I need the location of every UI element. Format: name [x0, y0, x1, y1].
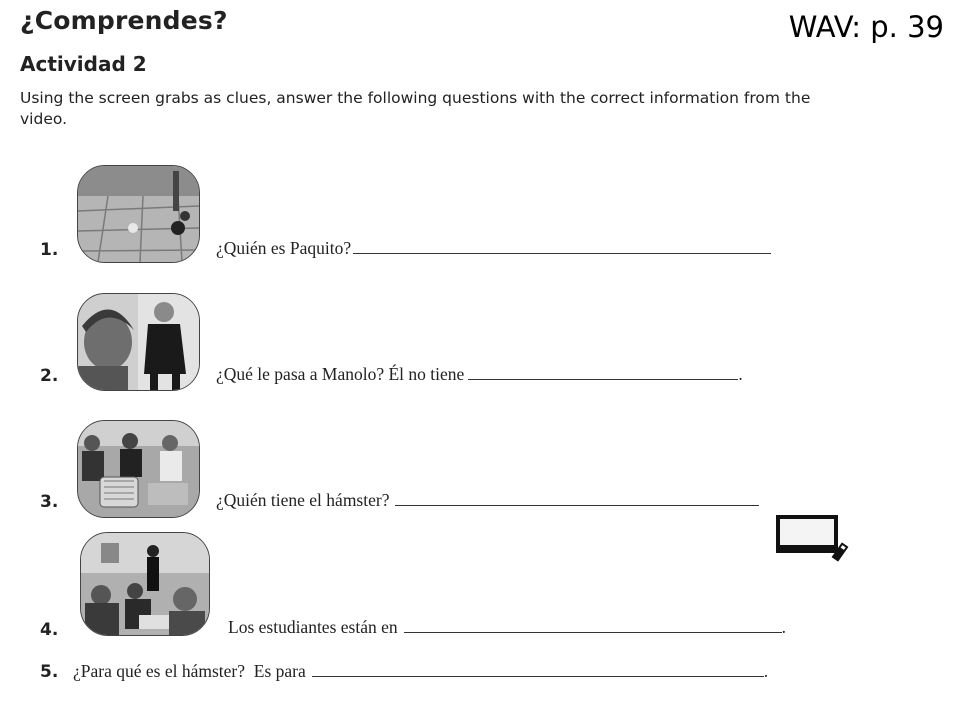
answer-blank-3[interactable]: [395, 504, 759, 506]
question-text: ¿Para qué es el hámster? Es para: [73, 661, 306, 681]
page-title: ¿Comprendes?: [20, 6, 228, 35]
question-text: ¿Quién es Paquito?: [216, 238, 352, 258]
question-number: 4.: [40, 620, 59, 640]
activity-title: Actividad 2: [20, 52, 147, 76]
question-number: 5.: [40, 662, 59, 682]
question-text: Los estudiantes están en: [228, 617, 398, 637]
question-text: ¿Quién tiene el hámster?: [216, 490, 390, 510]
question-end: .: [763, 661, 769, 681]
page-reference: WAV: p. 39: [788, 10, 944, 44]
students-classroom-photo: [80, 532, 210, 636]
question-1: [216, 238, 771, 259]
question-5: [73, 661, 768, 682]
question-4: [228, 617, 786, 638]
question-3: [216, 490, 759, 511]
answer-blank-4[interactable]: [404, 631, 782, 633]
question-2: [216, 364, 743, 385]
classroom-hamster-photo: [77, 420, 200, 518]
question-text: ¿Qué le pasa a Manolo? Él no tiene: [216, 364, 465, 384]
video-tv-icon: [776, 515, 852, 563]
manolo-teacher-photo: [77, 293, 200, 391]
answer-blank-2[interactable]: [468, 378, 738, 380]
question-end: .: [738, 364, 743, 384]
question-number: 1.: [40, 240, 59, 260]
instructions-text: Using the screen grabs as clues, answer the following questions with the correct information from the video.: [20, 89, 811, 128]
hamster-ball-photo: [77, 165, 200, 263]
classroom-hamster-icon: [78, 421, 199, 517]
question-number: 2.: [40, 366, 59, 386]
students-classroom-icon: [81, 533, 209, 635]
question-number: 3.: [40, 492, 59, 512]
question-end: .: [781, 617, 786, 637]
hamster-ball-icon: [78, 166, 199, 262]
manolo-teacher-icon: [78, 294, 199, 390]
answer-blank-1[interactable]: [353, 252, 771, 254]
answer-blank-5[interactable]: [312, 675, 764, 677]
